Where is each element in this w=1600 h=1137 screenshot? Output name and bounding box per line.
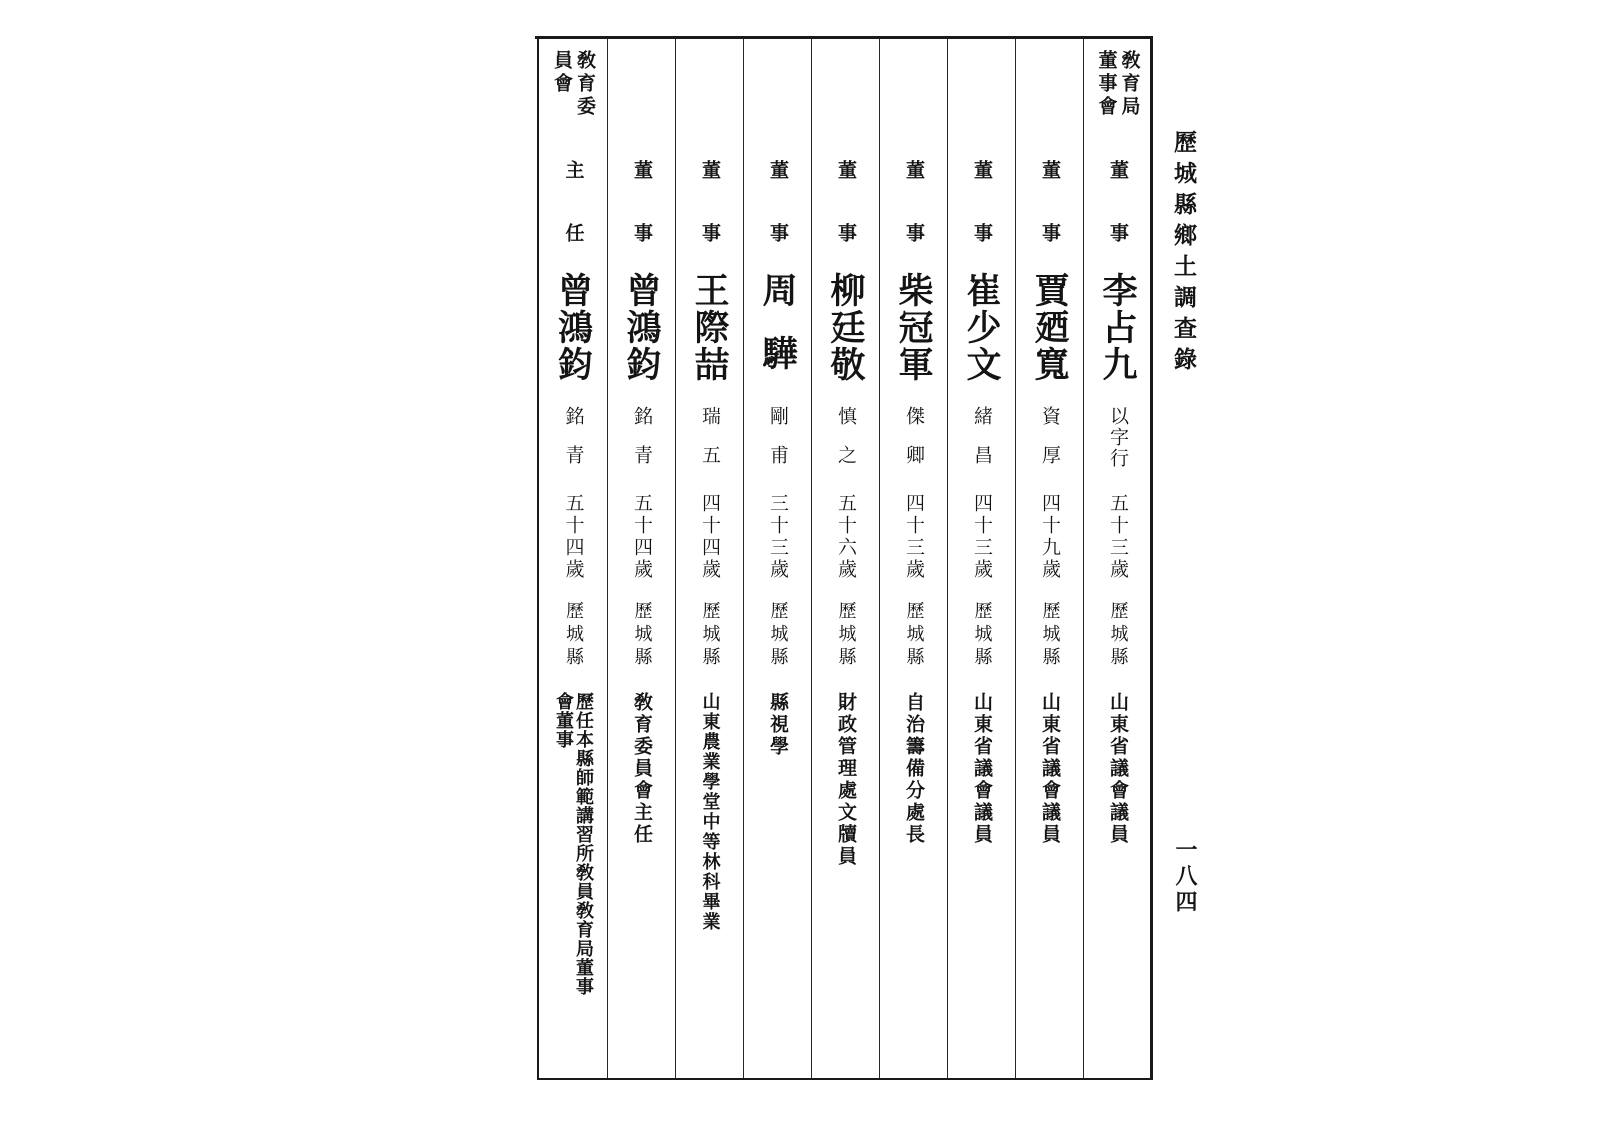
native-place: 歷城縣 — [631, 601, 653, 670]
member-age: 四十四歲 — [699, 493, 721, 581]
member-age: 三十三歲 — [767, 493, 789, 581]
member-name: 曾鴻鈞 — [552, 272, 594, 383]
member-name: 周驊 — [757, 272, 798, 398]
table-row — [1083, 38, 1151, 1078]
career-record: 縣視學 — [767, 692, 789, 758]
member-name: 柴冠軍 — [893, 272, 934, 383]
career-record: 自治籌備分處長 — [903, 692, 925, 846]
member-age: 四十三歲 — [971, 493, 993, 581]
member-name: 柳廷敬 — [825, 272, 866, 383]
section-header-line: 敎育委 — [574, 50, 596, 119]
native-place: 歷城縣 — [563, 601, 584, 670]
table-bottom-rule — [537, 1078, 1151, 1080]
career-record: 山東省議會議員 — [971, 692, 993, 846]
career-record: 山東省議會議員 — [1107, 692, 1129, 846]
member-name: 王際喆 — [689, 272, 730, 383]
native-place: 歷城縣 — [971, 601, 993, 670]
book-title: 歷城縣鄉土調查錄 — [1170, 130, 1197, 378]
native-place: 歷城縣 — [1039, 601, 1061, 670]
table-row — [811, 38, 879, 1078]
courtesy-name: 緒昌 — [971, 406, 993, 484]
courtesy-name: 以字行 — [1107, 406, 1129, 469]
member-name: 賈廼寬 — [1029, 272, 1070, 383]
member-name: 李占九 — [1097, 272, 1138, 383]
post-title: 董事 — [631, 160, 653, 286]
career-record: 山東農業學堂中等林科畢業 — [699, 692, 721, 932]
section-header-line: 敎育局 — [1118, 50, 1141, 119]
courtesy-name: 剛甫 — [767, 406, 789, 484]
courtesy-name: 銘青 — [631, 406, 653, 484]
member-age: 四十九歲 — [1039, 493, 1061, 581]
member-name: 曾鴻鈞 — [621, 272, 662, 383]
member-age: 五十三歲 — [1107, 493, 1129, 581]
table-row — [947, 38, 1015, 1078]
career-record: 歷任本縣師範講習所敎員敎育局董事 — [573, 692, 594, 996]
native-place: 歷城縣 — [1107, 601, 1129, 670]
section-header-line: 董事會 — [1095, 50, 1118, 119]
native-place: 歷城縣 — [903, 601, 925, 670]
section-header-line: 員會 — [551, 50, 573, 96]
member-name: 崔少文 — [961, 272, 1002, 383]
native-place: 歷城縣 — [835, 601, 857, 670]
table-row — [675, 38, 743, 1078]
member-age: 五十四歲 — [631, 493, 653, 581]
career-record: 會董事 — [553, 692, 574, 749]
table-row — [1015, 38, 1083, 1078]
page-number: 一八四 — [1172, 838, 1198, 916]
post-title: 董事 — [767, 160, 789, 286]
courtesy-name: 傑卿 — [903, 406, 925, 484]
post-title: 董事 — [699, 160, 721, 286]
post-title: 董事 — [835, 160, 857, 286]
native-place: 歷城縣 — [767, 601, 789, 670]
courtesy-name: 資厚 — [1039, 406, 1061, 484]
career-record: 敎育委員會主任 — [631, 692, 653, 846]
section-header — [1084, 50, 1151, 154]
post-title: 董事 — [1107, 160, 1129, 286]
post-title: 董事 — [903, 160, 925, 286]
table-row — [607, 38, 675, 1078]
career-record: 山東省議會議員 — [1039, 692, 1061, 846]
member-age: 四十三歲 — [903, 493, 925, 581]
roster-table — [537, 38, 1151, 1078]
native-place: 歷城縣 — [699, 601, 721, 670]
section-header — [539, 50, 607, 154]
career-record: 財政管理處文牘員 — [835, 692, 857, 868]
member-age: 五十六歲 — [835, 493, 857, 581]
table-row — [743, 38, 811, 1078]
post-title: 主任 — [562, 160, 585, 286]
courtesy-name: 瑞五 — [699, 406, 721, 484]
post-title: 董事 — [1039, 160, 1061, 286]
courtesy-name: 銘青 — [562, 406, 585, 484]
table-row — [879, 38, 947, 1078]
table-row — [537, 38, 607, 1078]
courtesy-name: 慎之 — [835, 406, 857, 484]
member-age: 五十四歲 — [562, 493, 585, 581]
post-title: 董事 — [971, 160, 993, 286]
